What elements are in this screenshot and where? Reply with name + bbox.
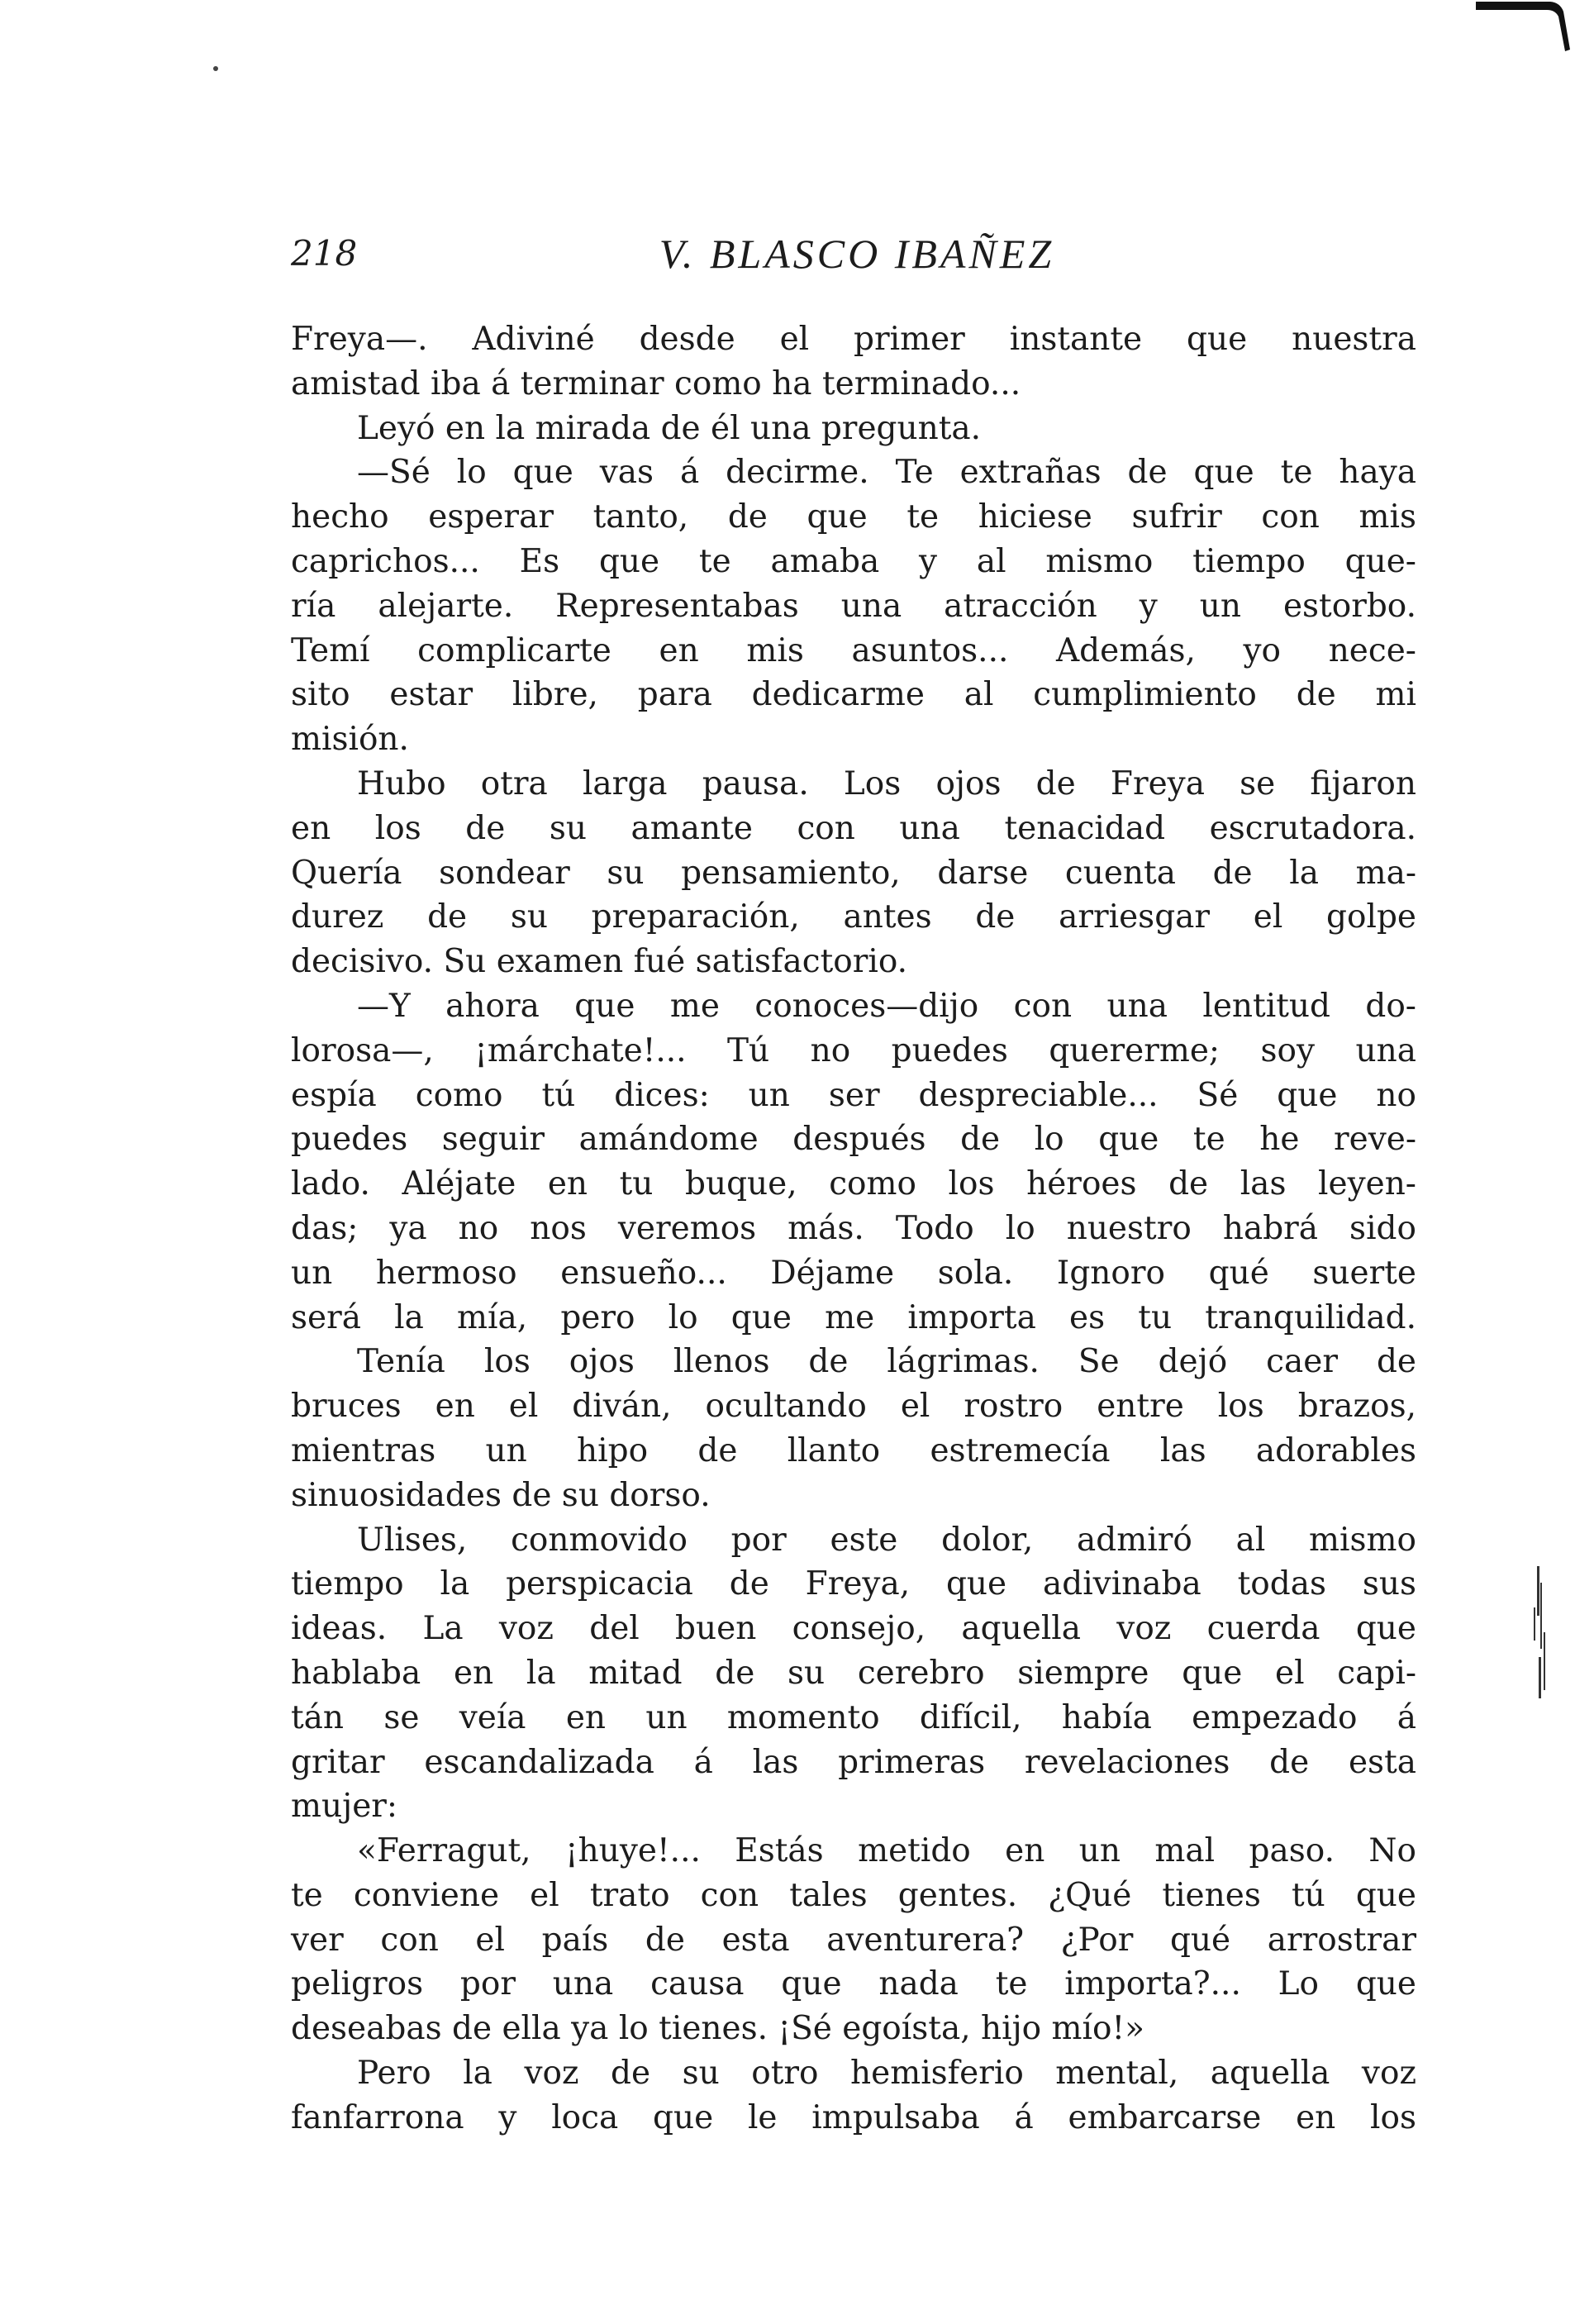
running-head: V. BLASCO IBAÑEZ (659, 231, 1055, 277)
dust-speck (213, 66, 218, 71)
text-line: —Y ahora que me conoces—dijo con una lentitud do- (357, 987, 1416, 1025)
text-line: caprichos... Es que te amaba y al mismo tiempo que- (291, 542, 1416, 580)
text-line: peligros por una causa que nada te importa?... Lo que (291, 1965, 1416, 2003)
text-line: Tenía los ojos llenos de lágrimas. Se dejó caer de (357, 1343, 1416, 1381)
text-line: amistad iba á terminar como ha terminado... (291, 364, 1021, 402)
text-line: tiempo la perspicacia de Freya, que adivinaba todas sus (291, 1565, 1416, 1603)
text-line: Temí complicarte en mis asuntos... Además, yo nece- (291, 631, 1416, 669)
page-header (291, 225, 1423, 283)
text-line: Leyó en la mirada de él una pregunta. (357, 409, 982, 447)
text-line: mujer: (291, 1788, 398, 1826)
text-line: en los de su amante con una tenacidad escrutadora. (291, 809, 1416, 847)
text-line: será la mía, pero lo que me importa es tu tranquilidad. (291, 1298, 1416, 1336)
text-line: durez de su preparación, antes de arriesgar el golpe (291, 898, 1416, 936)
text-line: mientras un hipo de llanto estremecía las adorables (291, 1431, 1416, 1469)
text-line: deseabas de ella ya lo tienes. ¡Sé egoísta, hijo mío!» (291, 2010, 1145, 2048)
text-line: puedes seguir amándome después de lo que te he reve- (291, 1121, 1416, 1159)
text-line: espía como tú dices: un ser despreciable... Sé que no (291, 1076, 1416, 1114)
text-line: bruces en el diván, ocultando el rostro entre los brazos, (291, 1388, 1416, 1426)
text-line: gritar escandalizada á las primeras revelaciones de esta (291, 1743, 1416, 1781)
text-line: Quería sondear su pensamiento, darse cuenta de la ma- (291, 854, 1416, 892)
text-line: un hermoso ensueño... Déjame sola. Ignoro qué suerte (291, 1254, 1416, 1292)
text-line: hecho esperar tanto, de que te hiciese sufrir con mis (291, 498, 1416, 536)
text-line: «Ferragut, ¡huye!... Estás metido en un mal paso. No (357, 1832, 1416, 1870)
text-line: tán se veía en un momento difícil, había empezado á (291, 1698, 1416, 1736)
text-line: te conviene el trato con tales gentes. ¿Qué tienes tú que (291, 1876, 1416, 1914)
text-line: Ulises, conmovido por este dolor, admiró al mismo (357, 1521, 1416, 1559)
text-line: —Sé lo que vas á decirme. Te extrañas de que te haya (357, 454, 1416, 492)
text-line: ver con el país de esta aventurera? ¿Por qué arrostrar (291, 1921, 1416, 1959)
body-text (291, 317, 1416, 2141)
text-line: ría alejarte. Representabas una atracción y un estorbo. (291, 587, 1416, 625)
text-line: ideas. La voz del buen consejo, aquella voz cuerda que (291, 1610, 1416, 1648)
scan-corner-mark (1468, 0, 1575, 58)
page-number: 218 (291, 233, 358, 274)
scan-margin-mark (1524, 1558, 1557, 1723)
text-line: lorosa—, ¡márchate!... Tú no puedes quererme; soy una (291, 1031, 1416, 1069)
text-line: misión. (291, 721, 409, 759)
text-line: Pero la voz de su otro hemisferio mental, aquella voz (357, 2055, 1416, 2093)
text-line: sito estar libre, para dedicarme al cumplimiento de mi (291, 676, 1416, 714)
text-line: sinuosidades de su dorso. (291, 1476, 711, 1514)
text-line: das; ya no nos veremos más. Todo lo nuestro habrá sido (291, 1209, 1416, 1247)
text-line: fanfarrona y loca que le impulsaba á embarcarse en los (291, 2098, 1416, 2136)
text-line: hablaba en la mitad de su cerebro siempre que el capi- (291, 1654, 1416, 1692)
text-line: lado. Aléjate en tu buque, como los héroes de las leyen- (291, 1165, 1416, 1203)
text-line: Hubo otra larga pausa. Los ojos de Freya se fijaron (357, 764, 1416, 802)
text-line: Freya—. Adiviné desde el primer instante que nuestra (291, 321, 1416, 358)
text-line: decisivo. Su examen fué satisfactorio. (291, 943, 908, 981)
